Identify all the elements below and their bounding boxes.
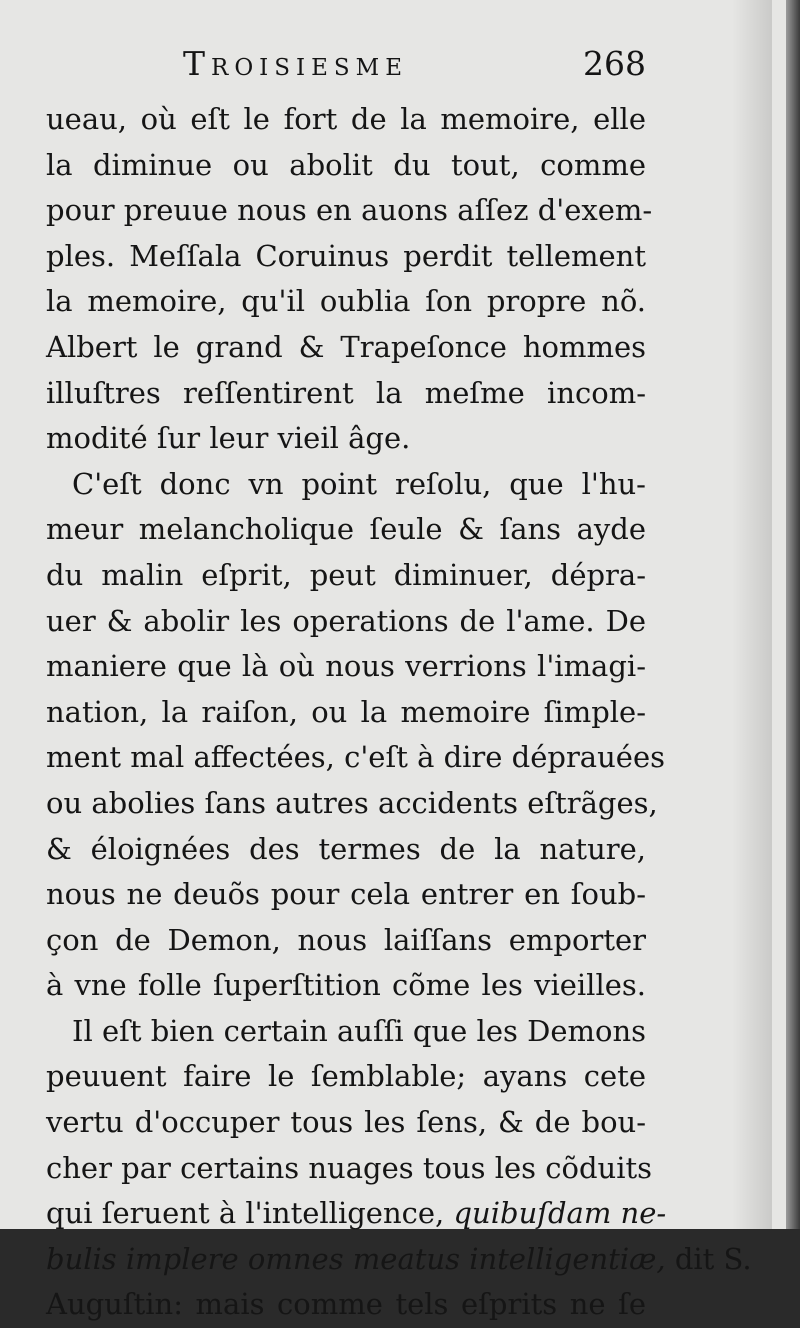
page-header (46, 44, 646, 94)
text-line: nation, la raiſon, ou la memoire ſimple- (46, 694, 646, 729)
running-head: Troisiesme (183, 44, 408, 83)
text-segment: dit S. (674, 1241, 752, 1276)
text-line: peuuent faire le ſemblable; ayans cete (46, 1059, 646, 1094)
page-number: 268 (583, 44, 646, 83)
text-line: ment mal affectées, c'eſt à dire déprauées (46, 740, 665, 775)
text-line: la diminue ou abolit du tout, comme (46, 147, 646, 182)
text-line: modité ſur leur vieil âge. (46, 421, 411, 456)
text-line: cher par certains nuages tous les cõduits (46, 1150, 653, 1185)
text-line: uer & abolir les operations de l'ame. De (46, 603, 646, 638)
text-line: du malin eſprit, peut diminuer, dépra- (46, 557, 646, 592)
text-line: maniere que là où nous verrions l'imagi- (46, 649, 646, 684)
text-line: à vne folle ſuperſtition cõme les vieilles. (46, 968, 646, 1003)
text-line (46, 1237, 752, 1283)
text-line: vertu d'occuper tous les ſens, & de bou- (46, 1105, 646, 1140)
text-line: Albert le grand & Trapeſonce hommes (46, 329, 646, 364)
text-line: Il eſt bien certain auſſi que les Demons (72, 1013, 647, 1048)
spine-shadow (732, 0, 772, 1229)
text-line: meur melancholique ſeule & ſans ayde (46, 512, 646, 547)
latin-quote: quibuſdam ne- (453, 1196, 667, 1231)
text-line: ou abolies ſans autres accidents eſtrãges, (46, 785, 658, 820)
text-line: pour preuue nous en auons aſſez d'exem- (46, 193, 653, 228)
text-line: ueau, où eſt le fort de la memoire, elle (46, 102, 646, 136)
binding-gutter (786, 0, 800, 1229)
text-line: çon de Demon, nous laiſſans emporter (46, 922, 646, 957)
text-line: Auguſtin: mais comme tels eſprits ne ſe (46, 1287, 646, 1322)
latin-quote: bulis implere omnes meatus intelligentiæ, (46, 1241, 666, 1276)
text-line: nous ne deuõs pour cela entrer en ſoub- (46, 877, 646, 912)
text-segment: qui ſeruent à l'intelligence, (46, 1196, 445, 1231)
text-line: ples. Meſſala Coruinus perdit tellement (46, 238, 646, 273)
text-line: la memoire, qu'il oublia ſon propre nõ. (46, 284, 646, 319)
text-line: & éloignées des termes de la nature, (46, 831, 646, 866)
text-line: illuſtres reſſentirent la meſme incom- (46, 375, 646, 410)
text-line (46, 1191, 667, 1237)
text-line: C'eſt donc vn point reſolu, que l'hu- (72, 466, 646, 501)
body-text (46, 97, 752, 1328)
